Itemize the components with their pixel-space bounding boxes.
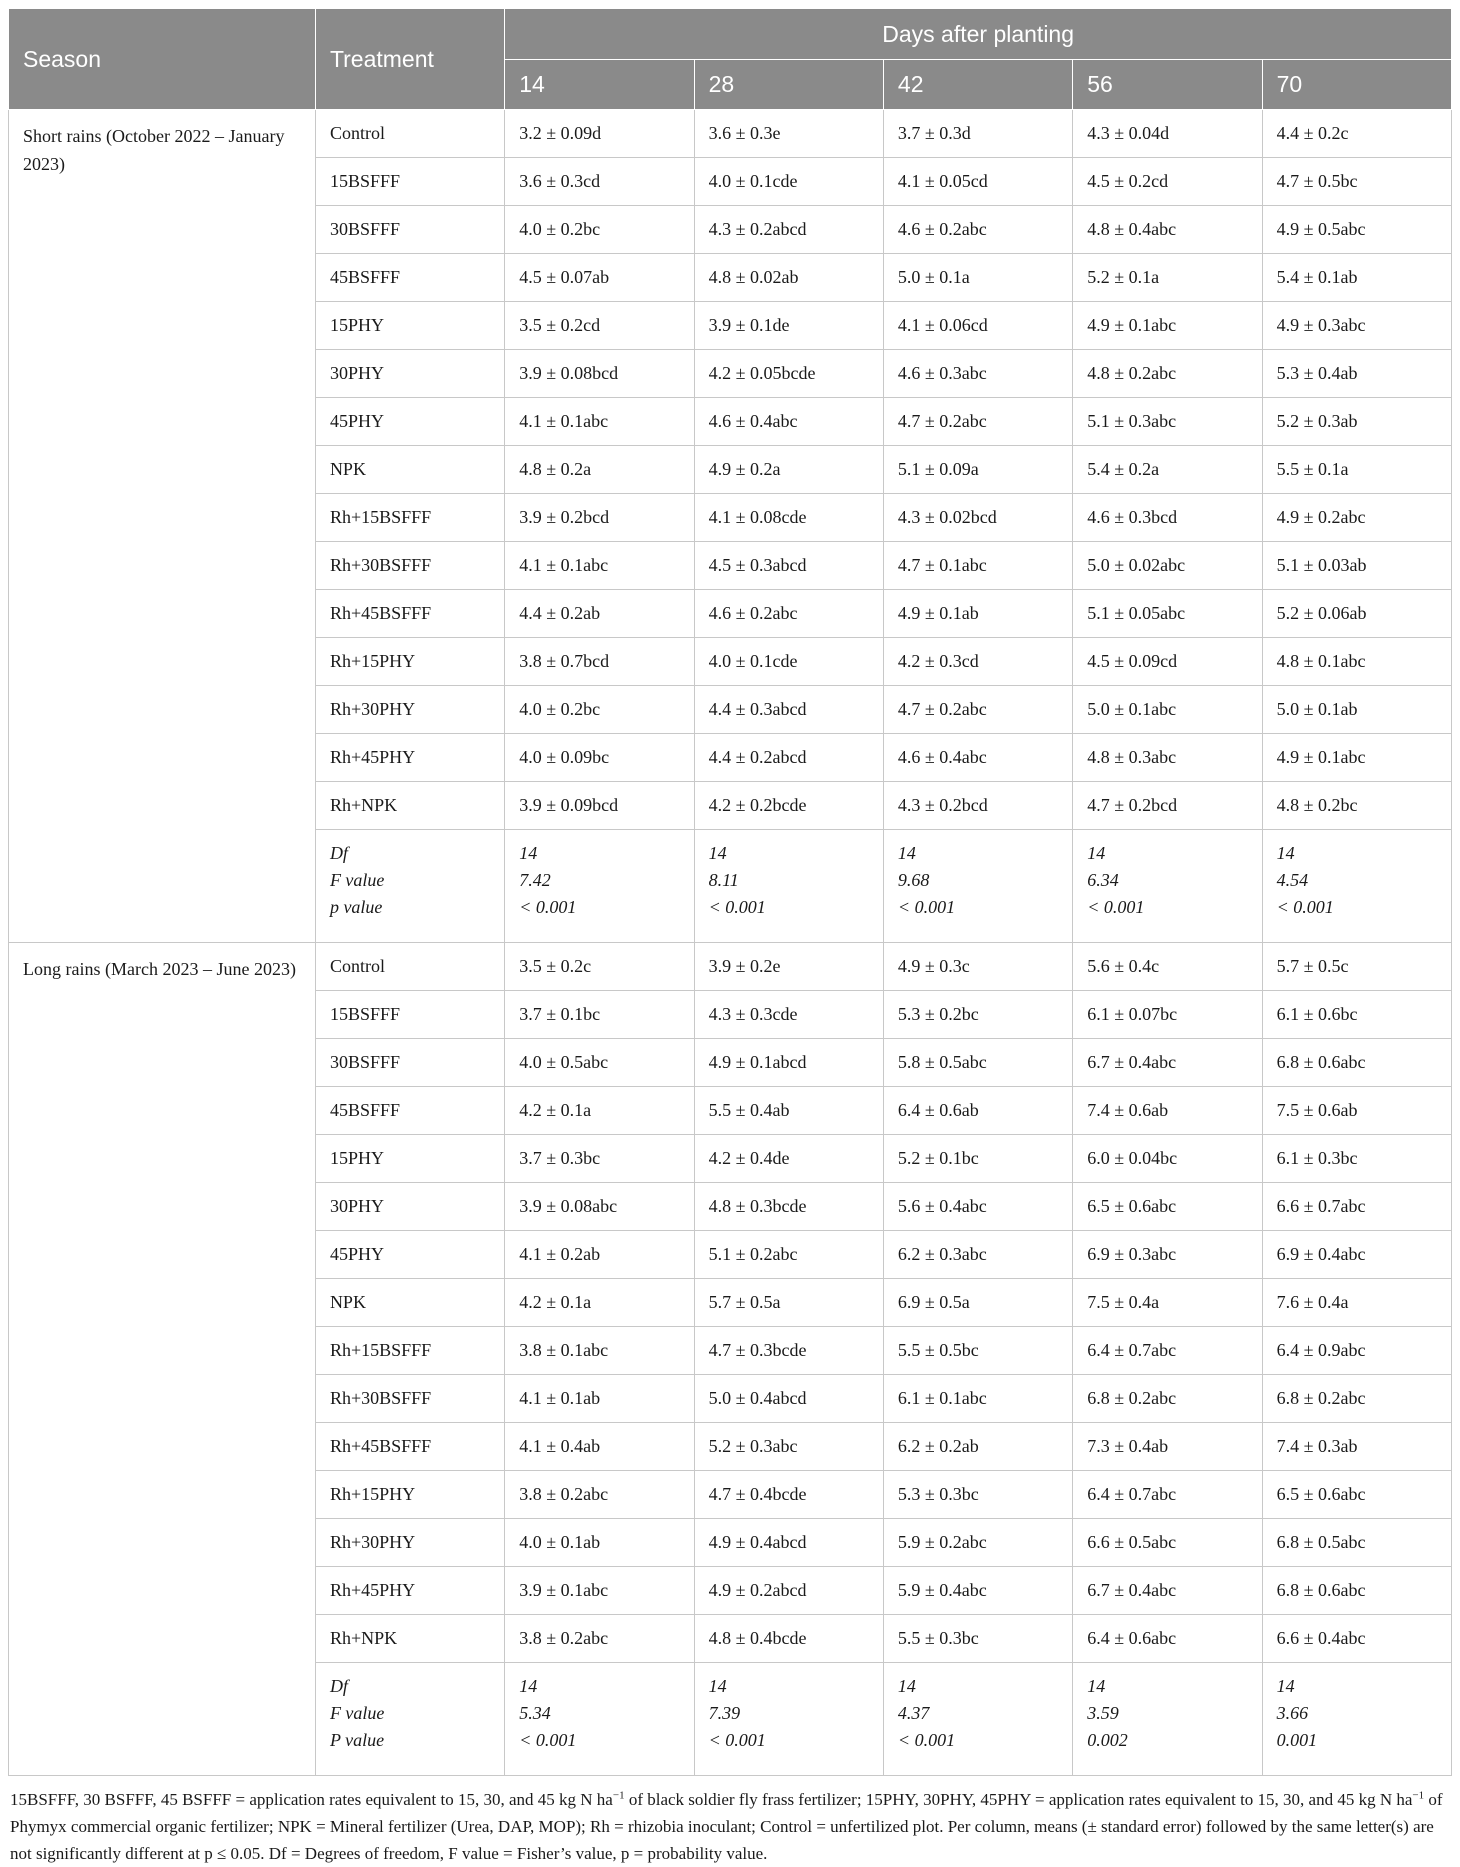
stats-value: 0.001: [1276, 1730, 1318, 1750]
stats-value: < 0.001: [519, 1730, 577, 1750]
footnote-superscript: −1: [1412, 1789, 1425, 1802]
value-cell: 6.1 ± 0.1abc: [883, 1375, 1072, 1423]
value-cell: 5.2 ± 0.06ab: [1262, 590, 1451, 638]
value-cell: 4.5 ± 0.3abcd: [694, 542, 883, 590]
value-cell: 5.5 ± 0.5bc: [883, 1327, 1072, 1375]
value-cell: 6.2 ± 0.2ab: [883, 1423, 1072, 1471]
value-cell: 6.7 ± 0.4abc: [1073, 1567, 1262, 1615]
stats-value: 3.59: [1087, 1703, 1119, 1723]
footnote-text: 15BSFFF, 30 BSFFF, 45 BSFFF = application rates equivalent to 15, 30, and 45 kg N ha: [10, 1790, 613, 1809]
value-cell: 4.7 ± 0.2abc: [883, 398, 1072, 446]
value-cell: 4.9 ± 0.3c: [883, 943, 1072, 991]
value-cell: 5.3 ± 0.2bc: [883, 991, 1072, 1039]
value-cell: 4.9 ± 0.1abc: [1073, 302, 1262, 350]
value-cell: 3.8 ± 0.2abc: [505, 1471, 694, 1519]
treatment-cell: Rh+45BSFFF: [315, 1423, 504, 1471]
value-cell: 5.7 ± 0.5a: [694, 1279, 883, 1327]
value-cell: 5.8 ± 0.5abc: [883, 1039, 1072, 1087]
value-cell: 4.9 ± 0.2a: [694, 446, 883, 494]
value-cell: 3.9 ± 0.09bcd: [505, 782, 694, 830]
value-cell: 4.8 ± 0.3bcde: [694, 1183, 883, 1231]
stats-value: 14: [708, 843, 727, 863]
treatment-cell: 45BSFFF: [315, 254, 504, 302]
value-cell: 6.6 ± 0.4abc: [1262, 1615, 1451, 1663]
stats-label: F value: [329, 1703, 385, 1723]
stats-value: < 0.001: [1276, 897, 1334, 917]
value-cell: 6.9 ± 0.4abc: [1262, 1231, 1451, 1279]
stats-value-cell: [883, 830, 1072, 943]
treatment-cell: Rh+15BSFFF: [315, 1327, 504, 1375]
value-cell: 6.8 ± 0.5abc: [1262, 1519, 1451, 1567]
value-cell: 6.1 ± 0.07bc: [1073, 991, 1262, 1039]
stats-value: < 0.001: [708, 897, 766, 917]
value-cell: 5.0 ± 0.4abcd: [694, 1375, 883, 1423]
stats-label: p value: [329, 897, 383, 917]
value-cell: 4.1 ± 0.08cde: [694, 494, 883, 542]
value-cell: 7.5 ± 0.4a: [1073, 1279, 1262, 1327]
value-cell: 5.5 ± 0.4ab: [694, 1087, 883, 1135]
value-cell: 5.1 ± 0.2abc: [694, 1231, 883, 1279]
value-cell: 4.9 ± 0.1abcd: [694, 1039, 883, 1087]
value-cell: 6.5 ± 0.6abc: [1262, 1471, 1451, 1519]
stats-value: < 0.001: [897, 1730, 956, 1750]
stats-value-cell: [1073, 830, 1262, 943]
value-cell: 4.9 ± 0.2abcd: [694, 1567, 883, 1615]
table-header: [9, 9, 1452, 110]
value-cell: 6.6 ± 0.5abc: [1073, 1519, 1262, 1567]
treatment-cell: 45BSFFF: [315, 1087, 504, 1135]
treatment-column-header: Treatment: [315, 9, 504, 110]
treatment-cell: 30BSFFF: [315, 206, 504, 254]
treatment-cell: Rh+15PHY: [315, 1471, 504, 1519]
treatment-cell: Rh+30PHY: [315, 686, 504, 734]
value-cell: 5.0 ± 0.1a: [883, 254, 1072, 302]
treatment-cell: Rh+45PHY: [315, 1567, 504, 1615]
footnote-text: of Phymyx commercial organic fertilizer; NPK = Mineral fertilizer (Urea, DAP, MOP); Rh = rhizobia inoculant; Control = unfertilized plot. Per column, means (± standard error) followed by the same letter(s) are not significantly different at p ≤ 0.05. Df = Degrees of freedom, F value = Fisher’s value, p = probability value.: [10, 1790, 1443, 1863]
stats-value: 5.34: [519, 1703, 551, 1723]
value-cell: 4.5 ± 0.2cd: [1073, 158, 1262, 206]
value-cell: 4.2 ± 0.2bcde: [694, 782, 883, 830]
value-cell: 4.8 ± 0.4bcde: [694, 1615, 883, 1663]
treatment-cell: Control: [315, 110, 504, 158]
treatment-cell: Control: [315, 943, 504, 991]
value-cell: 4.4 ± 0.2abcd: [694, 734, 883, 782]
value-cell: 4.2 ± 0.3cd: [883, 638, 1072, 686]
table-row: [9, 110, 1452, 158]
value-cell: 4.1 ± 0.2ab: [505, 1231, 694, 1279]
value-cell: 6.8 ± 0.2abc: [1073, 1375, 1262, 1423]
value-cell: 3.9 ± 0.2bcd: [505, 494, 694, 542]
value-cell: 5.0 ± 0.02abc: [1073, 542, 1262, 590]
value-cell: 6.1 ± 0.6bc: [1262, 991, 1451, 1039]
stats-label-cell: [315, 1663, 504, 1776]
stats-value: 0.002: [1087, 1730, 1128, 1750]
value-cell: 4.6 ± 0.2abc: [694, 590, 883, 638]
value-cell: 7.4 ± 0.6ab: [1073, 1087, 1262, 1135]
value-cell: 4.6 ± 0.4abc: [883, 734, 1072, 782]
value-cell: 5.2 ± 0.3ab: [1262, 398, 1451, 446]
value-cell: 5.5 ± 0.3bc: [883, 1615, 1072, 1663]
stats-value: 14: [1276, 843, 1295, 863]
value-cell: 3.6 ± 0.3e: [694, 110, 883, 158]
day-column-header: 28: [694, 60, 883, 110]
value-cell: 4.2 ± 0.1a: [505, 1087, 694, 1135]
value-cell: 4.0 ± 0.2bc: [505, 686, 694, 734]
value-cell: 4.4 ± 0.2ab: [505, 590, 694, 638]
value-cell: 5.3 ± 0.4ab: [1262, 350, 1451, 398]
value-cell: 4.3 ± 0.3cde: [694, 991, 883, 1039]
value-cell: 5.2 ± 0.3abc: [694, 1423, 883, 1471]
stats-label-cell: [315, 830, 504, 943]
value-cell: 4.3 ± 0.2abcd: [694, 206, 883, 254]
stats-value: 14: [897, 843, 916, 863]
value-cell: 5.4 ± 0.1ab: [1262, 254, 1451, 302]
value-cell: 4.1 ± 0.06cd: [883, 302, 1072, 350]
treatment-cell: Rh+15PHY: [315, 638, 504, 686]
value-cell: 4.6 ± 0.2abc: [883, 206, 1072, 254]
value-cell: 7.4 ± 0.3ab: [1262, 1423, 1451, 1471]
footnote-text: of black soldier fly frass fertilizer; 15PHY, 30PHY, 45PHY = application rates equivalent to 15, 30, and 45 kg N ha: [624, 1790, 1413, 1809]
value-cell: 4.1 ± 0.1abc: [505, 398, 694, 446]
day-column-header: 14: [505, 60, 694, 110]
value-cell: 5.9 ± 0.4abc: [883, 1567, 1072, 1615]
value-cell: 4.8 ± 0.02ab: [694, 254, 883, 302]
stats-value-cell: [1262, 1663, 1451, 1776]
value-cell: 6.4 ± 0.7abc: [1073, 1471, 1262, 1519]
value-cell: 5.1 ± 0.05abc: [1073, 590, 1262, 638]
value-cell: 3.8 ± 0.1abc: [505, 1327, 694, 1375]
value-cell: 3.9 ± 0.1de: [694, 302, 883, 350]
value-cell: 6.2 ± 0.3abc: [883, 1231, 1072, 1279]
value-cell: 4.7 ± 0.5bc: [1262, 158, 1451, 206]
value-cell: 6.8 ± 0.6abc: [1262, 1567, 1451, 1615]
value-cell: 5.0 ± 0.1abc: [1073, 686, 1262, 734]
day-column-header: 70: [1262, 60, 1451, 110]
stats-value: < 0.001: [519, 897, 577, 917]
value-cell: 4.2 ± 0.05bcde: [694, 350, 883, 398]
value-cell: 5.0 ± 0.1ab: [1262, 686, 1451, 734]
value-cell: 4.9 ± 0.1abc: [1262, 734, 1451, 782]
value-cell: 7.6 ± 0.4a: [1262, 1279, 1451, 1327]
value-cell: 4.0 ± 0.2bc: [505, 206, 694, 254]
value-cell: 4.1 ± 0.1abc: [505, 542, 694, 590]
value-cell: 3.5 ± 0.2c: [505, 943, 694, 991]
value-cell: 4.7 ± 0.4bcde: [694, 1471, 883, 1519]
value-cell: 4.1 ± 0.4ab: [505, 1423, 694, 1471]
value-cell: 4.8 ± 0.2bc: [1262, 782, 1451, 830]
stats-value: 7.39: [708, 1703, 741, 1723]
stats-value-cell: [883, 1663, 1072, 1776]
value-cell: 4.3 ± 0.02bcd: [883, 494, 1072, 542]
value-cell: 6.8 ± 0.2abc: [1262, 1375, 1451, 1423]
value-cell: 6.4 ± 0.6ab: [883, 1087, 1072, 1135]
stats-label: P value: [329, 1730, 385, 1750]
stats-value: 14: [708, 1676, 727, 1696]
value-cell: 6.4 ± 0.6abc: [1073, 1615, 1262, 1663]
value-cell: 3.5 ± 0.2cd: [505, 302, 694, 350]
treatment-cell: Rh+NPK: [315, 782, 504, 830]
treatment-cell: 45PHY: [315, 1231, 504, 1279]
treatment-cell: Rh+45BSFFF: [315, 590, 504, 638]
value-cell: 4.3 ± 0.2bcd: [883, 782, 1072, 830]
value-cell: 6.9 ± 0.3abc: [1073, 1231, 1262, 1279]
value-cell: 5.1 ± 0.3abc: [1073, 398, 1262, 446]
stats-value: < 0.001: [1087, 897, 1145, 917]
value-cell: 3.6 ± 0.3cd: [505, 158, 694, 206]
value-cell: 4.9 ± 0.1ab: [883, 590, 1072, 638]
value-cell: 4.9 ± 0.4abcd: [694, 1519, 883, 1567]
season-cell: Short rains (October 2022 – January 2023): [9, 110, 316, 943]
value-cell: 3.7 ± 0.3d: [883, 110, 1072, 158]
value-cell: 4.8 ± 0.2abc: [1073, 350, 1262, 398]
stats-value-cell: [1073, 1663, 1262, 1776]
treatment-cell: 30BSFFF: [315, 1039, 504, 1087]
value-cell: 4.7 ± 0.2bcd: [1073, 782, 1262, 830]
treatment-cell: Rh+30PHY: [315, 1519, 504, 1567]
treatment-cell: NPK: [315, 1279, 504, 1327]
stats-value: 7.42: [519, 870, 551, 890]
value-cell: 4.0 ± 0.1ab: [505, 1519, 694, 1567]
treatment-cell: Rh+NPK: [315, 1615, 504, 1663]
value-cell: 3.2 ± 0.09d: [505, 110, 694, 158]
value-cell: 4.8 ± 0.2a: [505, 446, 694, 494]
value-cell: 4.9 ± 0.5abc: [1262, 206, 1451, 254]
value-cell: 4.4 ± 0.3abcd: [694, 686, 883, 734]
treatment-cell: 45PHY: [315, 398, 504, 446]
stats-value: 3.66: [1276, 1703, 1309, 1723]
value-cell: 4.7 ± 0.3bcde: [694, 1327, 883, 1375]
treatment-cell: Rh+30BSFFF: [315, 1375, 504, 1423]
value-cell: 4.8 ± 0.4abc: [1073, 206, 1262, 254]
value-cell: 4.8 ± 0.3abc: [1073, 734, 1262, 782]
value-cell: 3.9 ± 0.08abc: [505, 1183, 694, 1231]
day-column-header: 56: [1073, 60, 1262, 110]
stats-value: 14: [519, 843, 538, 863]
value-cell: 5.4 ± 0.2a: [1073, 446, 1262, 494]
table-body: [9, 110, 1452, 1776]
value-cell: 7.3 ± 0.4ab: [1073, 1423, 1262, 1471]
table-container: [8, 8, 1452, 1867]
stats-value: 14: [897, 1676, 916, 1696]
value-cell: 4.3 ± 0.04d: [1073, 110, 1262, 158]
value-cell: 3.9 ± 0.1abc: [505, 1567, 694, 1615]
stats-value: < 0.001: [897, 897, 956, 917]
value-cell: 5.5 ± 0.1a: [1262, 446, 1451, 494]
table-row: [9, 943, 1452, 991]
stats-label: F value: [329, 870, 385, 890]
stats-value: 14: [1087, 843, 1106, 863]
stats-value: < 0.001: [708, 1730, 766, 1750]
stats-value-cell: [1262, 830, 1451, 943]
value-cell: 4.7 ± 0.1abc: [883, 542, 1072, 590]
treatment-cell: NPK: [315, 446, 504, 494]
season-cell: Long rains (March 2023 – June 2023): [9, 943, 316, 1776]
stats-value: 14: [1276, 1676, 1295, 1696]
value-cell: 6.0 ± 0.04bc: [1073, 1135, 1262, 1183]
treatment-cell: 15PHY: [315, 302, 504, 350]
value-cell: 6.1 ± 0.3bc: [1262, 1135, 1451, 1183]
stats-value: 14: [1087, 1676, 1106, 1696]
value-cell: 4.0 ± 0.1cde: [694, 638, 883, 686]
value-cell: 4.1 ± 0.05cd: [883, 158, 1072, 206]
value-cell: 5.2 ± 0.1bc: [883, 1135, 1072, 1183]
treatment-cell: 30PHY: [315, 350, 504, 398]
value-cell: 4.9 ± 0.3abc: [1262, 302, 1451, 350]
stats-value: 8.11: [708, 870, 739, 890]
value-cell: 4.7 ± 0.2abc: [883, 686, 1072, 734]
stats-label: Df: [329, 843, 348, 863]
value-cell: 3.7 ± 0.3bc: [505, 1135, 694, 1183]
stats-value-cell: [505, 1663, 694, 1776]
treatment-cell: Rh+15BSFFF: [315, 494, 504, 542]
value-cell: 4.4 ± 0.2c: [1262, 110, 1451, 158]
footnote-superscript: −1: [612, 1789, 625, 1802]
day-column-header: 42: [883, 60, 1072, 110]
value-cell: 5.9 ± 0.2abc: [883, 1519, 1072, 1567]
treatment-cell: 15BSFFF: [315, 991, 504, 1039]
stats-value-cell: [694, 830, 883, 943]
value-cell: 6.9 ± 0.5a: [883, 1279, 1072, 1327]
value-cell: 5.3 ± 0.3bc: [883, 1471, 1072, 1519]
treatment-cell: Rh+30BSFFF: [315, 542, 504, 590]
value-cell: 4.0 ± 0.1cde: [694, 158, 883, 206]
value-cell: 6.7 ± 0.4abc: [1073, 1039, 1262, 1087]
value-cell: 4.9 ± 0.2abc: [1262, 494, 1451, 542]
value-cell: 3.7 ± 0.1bc: [505, 991, 694, 1039]
data-table: [8, 8, 1452, 1776]
value-cell: 6.4 ± 0.9abc: [1262, 1327, 1451, 1375]
value-cell: 4.8 ± 0.1abc: [1262, 638, 1451, 686]
value-cell: 4.6 ± 0.4abc: [694, 398, 883, 446]
value-cell: 5.1 ± 0.09a: [883, 446, 1072, 494]
value-cell: 5.6 ± 0.4abc: [883, 1183, 1072, 1231]
value-cell: 7.5 ± 0.6ab: [1262, 1087, 1451, 1135]
value-cell: 6.6 ± 0.7abc: [1262, 1183, 1451, 1231]
value-cell: 3.9 ± 0.2e: [694, 943, 883, 991]
value-cell: 4.6 ± 0.3bcd: [1073, 494, 1262, 542]
stats-value: 4.37: [897, 1703, 930, 1723]
value-cell: 4.0 ± 0.5abc: [505, 1039, 694, 1087]
value-cell: 4.2 ± 0.1a: [505, 1279, 694, 1327]
treatment-cell: Rh+45PHY: [315, 734, 504, 782]
treatment-cell: 15BSFFF: [315, 158, 504, 206]
stats-label: Df: [329, 1676, 348, 1696]
stats-value: 14: [519, 1676, 538, 1696]
days-group-header: Days after planting: [505, 9, 1452, 60]
stats-value: 9.68: [897, 870, 930, 890]
value-cell: 3.8 ± 0.2abc: [505, 1615, 694, 1663]
stats-value: 4.54: [1276, 870, 1309, 890]
season-column-header: Season: [9, 9, 316, 110]
value-cell: 5.6 ± 0.4c: [1073, 943, 1262, 991]
value-cell: 6.4 ± 0.7abc: [1073, 1327, 1262, 1375]
value-cell: 3.9 ± 0.08bcd: [505, 350, 694, 398]
value-cell: 4.6 ± 0.3abc: [883, 350, 1072, 398]
value-cell: 5.1 ± 0.03ab: [1262, 542, 1451, 590]
value-cell: 4.1 ± 0.1ab: [505, 1375, 694, 1423]
value-cell: 3.8 ± 0.7bcd: [505, 638, 694, 686]
value-cell: 5.2 ± 0.1a: [1073, 254, 1262, 302]
treatment-cell: 15PHY: [315, 1135, 504, 1183]
value-cell: 4.0 ± 0.09bc: [505, 734, 694, 782]
value-cell: 5.7 ± 0.5c: [1262, 943, 1451, 991]
value-cell: 4.5 ± 0.07ab: [505, 254, 694, 302]
stats-value: 6.34: [1087, 870, 1119, 890]
stats-value-cell: [505, 830, 694, 943]
value-cell: 4.2 ± 0.4de: [694, 1135, 883, 1183]
value-cell: 6.8 ± 0.6abc: [1262, 1039, 1451, 1087]
value-cell: 4.5 ± 0.09cd: [1073, 638, 1262, 686]
value-cell: 6.5 ± 0.6abc: [1073, 1183, 1262, 1231]
treatment-cell: 30PHY: [315, 1183, 504, 1231]
stats-value-cell: [694, 1663, 883, 1776]
